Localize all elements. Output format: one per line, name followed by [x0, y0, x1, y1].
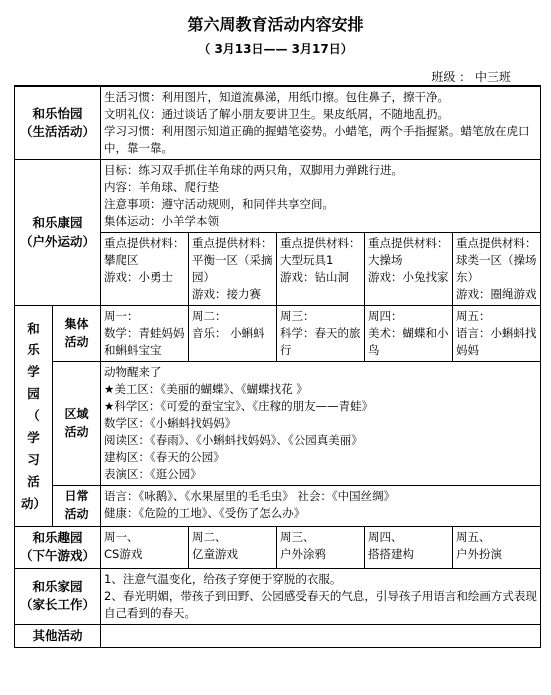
daily-label-1: 日常: [64, 489, 89, 504]
section-life-label: [15, 86, 101, 160]
material-game: 游戏：接力赛: [192, 287, 262, 302]
material-head: 重点提供材料：大操场: [368, 236, 449, 268]
day-label: 周三、: [280, 529, 315, 544]
outdoor-line: 目标：练习双手抓住羊角球的两只角，双脚用力弹跳行进。: [104, 163, 404, 178]
study-char: （: [27, 408, 40, 424]
day-label: 周一、: [104, 529, 139, 544]
group-label-2: 活动: [64, 334, 89, 349]
section-play-sub: （下午游戏）: [20, 548, 96, 564]
play-day-cell: [189, 526, 277, 568]
life-line: 文明礼仪：通过谈话了解小朋友要讲卫生。果皮纸屑，不随地乱扔。: [104, 107, 450, 122]
day-label: 周四、: [368, 529, 403, 544]
area-line: 阅读区：《春雨》、《小蝌蚪找妈妈》、《公园真美丽》: [104, 433, 363, 448]
study-char: 和: [27, 320, 40, 336]
daily-activity-content: [101, 486, 541, 527]
area-line: ★美工区：《美丽的蝴蝶》、《蝴蝶找花 》: [104, 382, 308, 397]
life-line: 生活习惯：利用图片，知道流鼻涕，用纸巾擦。包住鼻子，擦干净。: [104, 90, 450, 104]
area-activity-label: [53, 362, 101, 486]
area-line: ★科学区：《可爱的蚕宝宝》、《庄稼的朋友——青蛙》: [104, 399, 374, 414]
material-game: 游戏：钻山洞: [280, 270, 350, 285]
row-home: [15, 568, 541, 624]
material-head: 重点提供材料：大型玩具1: [280, 236, 361, 268]
material-cell: [365, 233, 453, 306]
day-label: 周四：: [368, 309, 403, 324]
home-line: 2、春光明媚，带孩子到田野、公园感受春天的气息，引导孩子用语言和绘画方式表现自己看到的春天。: [104, 588, 537, 620]
study-char: 习: [27, 451, 40, 467]
day-content: 亿童游戏: [192, 546, 239, 561]
section-study-label: [15, 306, 53, 527]
section-outdoor-sub: （户外运动）: [20, 233, 96, 249]
section-home-name: 和乐家园: [32, 578, 83, 594]
area-line: 动物醒来了: [104, 365, 162, 380]
study-char: 动）: [20, 495, 46, 511]
daily-activity-label: [53, 486, 101, 527]
day-label: 周二：: [192, 309, 227, 324]
day-content: CS游戏: [104, 546, 143, 561]
schedule-table: [14, 85, 541, 648]
play-day-cell: [453, 526, 541, 568]
row-outdoor-top: [15, 160, 541, 233]
section-home-label: [15, 568, 101, 624]
day-content: 搭搭建构: [368, 546, 415, 561]
section-play-name: 和乐趣园: [32, 529, 83, 545]
area-line: 建构区：《春天的公园》: [104, 450, 225, 465]
play-day-cell: [365, 526, 453, 568]
section-other-content: [101, 624, 541, 648]
material-cell: [101, 233, 189, 306]
group-day-cell: [101, 306, 189, 362]
section-life-name: 和乐怡园: [32, 105, 83, 121]
outdoor-line: 集体运动：小羊学本领: [104, 214, 220, 229]
day-content: 科学：春天的旅行: [280, 326, 361, 358]
material-head: 重点提供材料：球类一区（操场东）: [456, 236, 537, 285]
daily-line: 健康：《危险的工地》、《受伤了怎么办》: [104, 506, 306, 521]
material-game: 游戏：小勇士: [104, 270, 174, 285]
row-study-group: [15, 306, 541, 362]
group-day-cell: [277, 306, 365, 362]
class-label: 班级 ： 中三班: [431, 70, 511, 84]
play-day-cell: [101, 526, 189, 568]
area-line: 数学区：《小蝌蚪找妈妈》: [104, 416, 237, 431]
material-cell: [189, 233, 277, 306]
area-activity-content: [101, 362, 541, 486]
group-day-cell: [453, 306, 541, 362]
study-char: 学: [27, 429, 40, 445]
row-study-area: [15, 362, 541, 486]
day-content: 数学：青蛙妈妈和蝌蚪宝宝: [104, 326, 185, 358]
section-outdoor-content: [101, 160, 541, 233]
day-content: 美术：蝴蝶和小鸟: [368, 326, 449, 358]
day-content: 户外涂鸦: [280, 546, 327, 561]
home-line: 1、注意气温变化，给孩子穿便于穿脱的衣服。: [104, 571, 342, 586]
row-other: [15, 624, 541, 648]
page-title: 第六周教育活动内容安排: [187, 15, 364, 34]
section-outdoor-name: 和乐康园: [32, 215, 83, 231]
group-activity-label: [53, 306, 101, 362]
material-cell: [453, 233, 541, 306]
study-char: 园: [27, 386, 40, 402]
group-day-cell: [189, 306, 277, 362]
life-line: 学习习惯：利用图示知道正确的握蜡笔姿势。小蜡笔，两个手指握紧。蜡笔放在虎口中，靠一靠。: [104, 124, 530, 156]
section-life-sub: （生活活动）: [20, 124, 96, 140]
day-content: 户外扮演: [456, 546, 503, 561]
section-other-label: 其他活动: [15, 624, 101, 648]
material-head: 重点提供材料：平衡一区（采摘园）: [192, 236, 273, 285]
day-content: 音乐： 小蝌蚪: [192, 326, 265, 341]
row-play: [15, 526, 541, 568]
area-label-2: 活动: [64, 424, 89, 439]
outdoor-line: 内容：羊角球、爬行垫: [104, 180, 220, 195]
study-char: 学: [27, 364, 40, 380]
area-line: 表演区：《逛公园》: [104, 467, 202, 482]
study-char: 活: [27, 473, 40, 489]
day-label: 周五、: [456, 529, 491, 544]
material-head: 重点提供材料：攀爬区: [104, 236, 185, 268]
day-label: 周三：: [280, 309, 315, 324]
material-cell: [277, 233, 365, 306]
daily-label-2: 活动: [64, 507, 89, 522]
play-day-cell: [277, 526, 365, 568]
group-day-cell: [365, 306, 453, 362]
area-label-1: 区域: [64, 407, 89, 422]
group-label-1: 集体: [64, 316, 89, 331]
section-outdoor-label: [15, 160, 101, 306]
date-range: （ 3月13日—— 3月17日）: [198, 42, 353, 56]
outdoor-line: 注意事项：遵守活动规则，和同伴共享空间。: [104, 197, 335, 212]
daily-line: 语言：《咏鹅》、《水果屋里的毛毛虫》 社会：《中国丝绸》: [104, 489, 396, 504]
section-life-content: [101, 86, 541, 160]
section-home-content: [101, 568, 541, 624]
day-content: 语言：小蝌蚪找妈妈: [456, 326, 537, 358]
section-home-sub: （家长工作）: [20, 597, 96, 613]
row-life: [15, 86, 541, 160]
row-study-daily: [15, 486, 541, 527]
section-play-label: [15, 526, 101, 568]
study-char: 乐: [27, 342, 40, 358]
day-label: 周二、: [192, 529, 227, 544]
material-game: 游戏：小兔找家: [368, 270, 449, 285]
day-label: 周五：: [456, 309, 491, 324]
day-label: 周一：: [104, 309, 139, 324]
material-game: 游戏：圈绳游戏: [456, 287, 537, 302]
